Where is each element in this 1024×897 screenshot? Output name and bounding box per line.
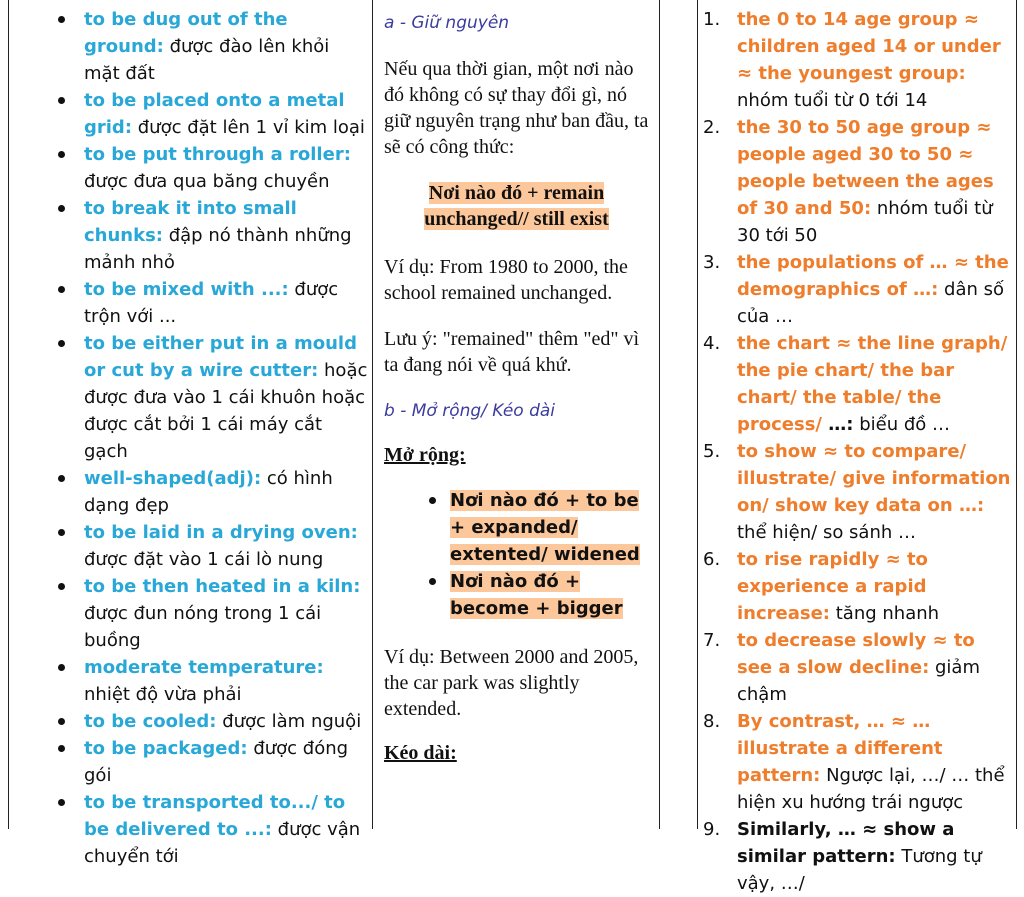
definition: được đặt lên 1 vỉ kim loại [132, 117, 365, 138]
list-item [697, 546, 1015, 627]
note-text: Lưu ý: "remained" thêm "ed" vì ta đang nói về quá khứ. [384, 328, 640, 376]
right-column [697, 0, 1015, 894]
term: to break it into small chunks: [84, 198, 297, 246]
definition: được đun nóng trong 1 cái buồng [84, 603, 322, 651]
list-item [10, 195, 372, 276]
list-item [384, 487, 649, 568]
list-item [10, 708, 372, 735]
subheading-expand: Mở rộng: [384, 444, 466, 466]
table-border-left [8, 0, 9, 829]
list-item [697, 438, 1015, 546]
term: By contrast, … ≈ … illustrate a different pattern: [737, 711, 943, 786]
term: Similarly, … ≈ show a similar pattern: [737, 819, 955, 867]
list-item [10, 654, 372, 708]
definition: Tương tự vậy, …/ [737, 846, 982, 894]
list-item [10, 141, 372, 195]
definition: được trộn với ... [84, 279, 339, 327]
list-item [10, 735, 372, 789]
middle-column [373, 0, 659, 829]
list-item [10, 276, 372, 330]
list-item [10, 6, 372, 87]
list-item [697, 249, 1015, 330]
formula-line: Nơi nào đó + remain [428, 182, 605, 204]
expand-formula-list [384, 487, 649, 622]
list-item [10, 330, 372, 465]
list-item [697, 330, 1015, 438]
example-sentence: Ví dụ: From 1980 to 2000, the school remained unchanged. [384, 256, 628, 304]
formula: Nơi nào đó + become + bigger [450, 571, 623, 619]
item-number: 2. [703, 117, 721, 138]
term: to rise rapidly ≈ to experience a rapid increase: [737, 549, 928, 624]
section-heading-b: b - Mở rộng/ Kéo dài [384, 401, 556, 421]
column-divider-2 [659, 0, 660, 829]
term: the chart ≈ the line graph/ the pie chart/ the bar chart/ the table/ the process/ [737, 333, 1008, 435]
list-item [697, 627, 1015, 708]
term: to be laid in a drying oven: [84, 522, 358, 543]
term: the 30 to 50 age group ≈ people aged 30 to 50 ≈ people between the ages of 30 and 50: [737, 117, 994, 219]
term: to be either put in a mould or cut by a wire cutter: [84, 333, 357, 381]
term: to be cooled: [84, 711, 217, 732]
item-number: 8. [703, 711, 721, 732]
term: to be packaged: [84, 738, 248, 759]
item-number: 1. [703, 9, 721, 30]
term: well-shaped(adj): [84, 468, 262, 489]
definition: có hình dạng đẹp [84, 468, 333, 516]
term: to be then heated in a kiln: [84, 576, 361, 597]
list-item [697, 816, 1015, 897]
definition: nhóm tuổi từ 0 tới 14 [737, 90, 928, 111]
term: to be put through a roller: [84, 144, 351, 165]
formula: Nơi nào đó + to be + expanded/ extented/ widened [450, 490, 640, 565]
item-number: 4. [703, 333, 721, 354]
definition: hoặc được đưa vào 1 cái khuôn hoặc được cắt bởi 1 cái máy cắt gạch [84, 360, 368, 462]
definition: giảm chậm [737, 657, 980, 705]
item-number: 3. [703, 252, 721, 273]
term: moderate temperature: [84, 657, 324, 678]
process-vocab-list [10, 0, 372, 870]
definition: được đặt vào 1 cái lò nung [84, 549, 324, 570]
definition: tăng nhanh [830, 603, 940, 624]
table-border-right [1016, 0, 1017, 829]
section-heading-a: a - Giữ nguyên [384, 13, 510, 33]
definition: biểu đồ … [853, 414, 950, 435]
term: to decrease slowly ≈ to see a slow decline: [737, 630, 975, 678]
example-sentence: Ví dụ: Between 2000 and 2005, the car park was slightly extended. [384, 646, 639, 720]
list-item [10, 519, 372, 573]
term: the 0 to 14 age group ≈ children aged 14 or under ≈ the youngest group: [737, 9, 1001, 84]
list-item [697, 114, 1015, 249]
item-number: 6. [703, 549, 721, 570]
term: to be mixed with ...: [84, 279, 289, 300]
item-number: 7. [703, 630, 721, 651]
term: to show ≈ to compare/ illustrate/ give information on/ show key data on …: [737, 441, 1011, 516]
definition: thể hiện/ so sánh … [737, 522, 916, 543]
list-item [10, 789, 372, 870]
definition: đập nó thành những mảnh nhỏ [84, 225, 352, 273]
term: to be transported to.../ to be delivered to ...: [84, 792, 346, 840]
definition: được đào lên khỏi mặt đất [84, 36, 330, 84]
term: the populations of … ≈ the demographics of …: [737, 252, 1009, 300]
list-item [697, 6, 1015, 114]
item-number: 9. [703, 819, 721, 840]
left-column [10, 0, 372, 867]
definition: Ngược lại, …/ … thể hiện xu hướng trái ngược [737, 765, 1005, 813]
definition: nhiệt độ vừa phải [84, 684, 242, 705]
formula-remain [384, 180, 649, 232]
list-item [10, 465, 372, 519]
item-number: 5. [703, 441, 721, 462]
list-item [384, 568, 649, 622]
definition: được làm nguội [216, 711, 362, 732]
definition: được vận chuyển tới [84, 819, 361, 867]
definition: được đóng gói [84, 738, 349, 786]
term: to be placed onto a metal grid: [84, 90, 345, 138]
paragraph-explanation: Nếu qua thời gian, một nơi nào đó không có sự thay đổi gì, nó giữ nguyên trạng như ban đầu, ta sẽ có công thức: [384, 58, 649, 158]
list-item [10, 573, 372, 654]
chart-vocab-list [697, 0, 1015, 897]
term-ellipsis: …: [822, 414, 854, 435]
list-item [10, 87, 372, 141]
term: to be dug out of the ground: [84, 9, 288, 57]
formula-line: unchanged// still exist [424, 208, 609, 230]
definition: nhóm tuổi từ 30 tới 50 [737, 198, 993, 246]
list-item [697, 708, 1015, 816]
definition: được đưa qua băng chuyền [84, 171, 330, 192]
definition: dân số của … [737, 279, 1005, 327]
subheading-extend: Kéo dài: [384, 742, 457, 764]
